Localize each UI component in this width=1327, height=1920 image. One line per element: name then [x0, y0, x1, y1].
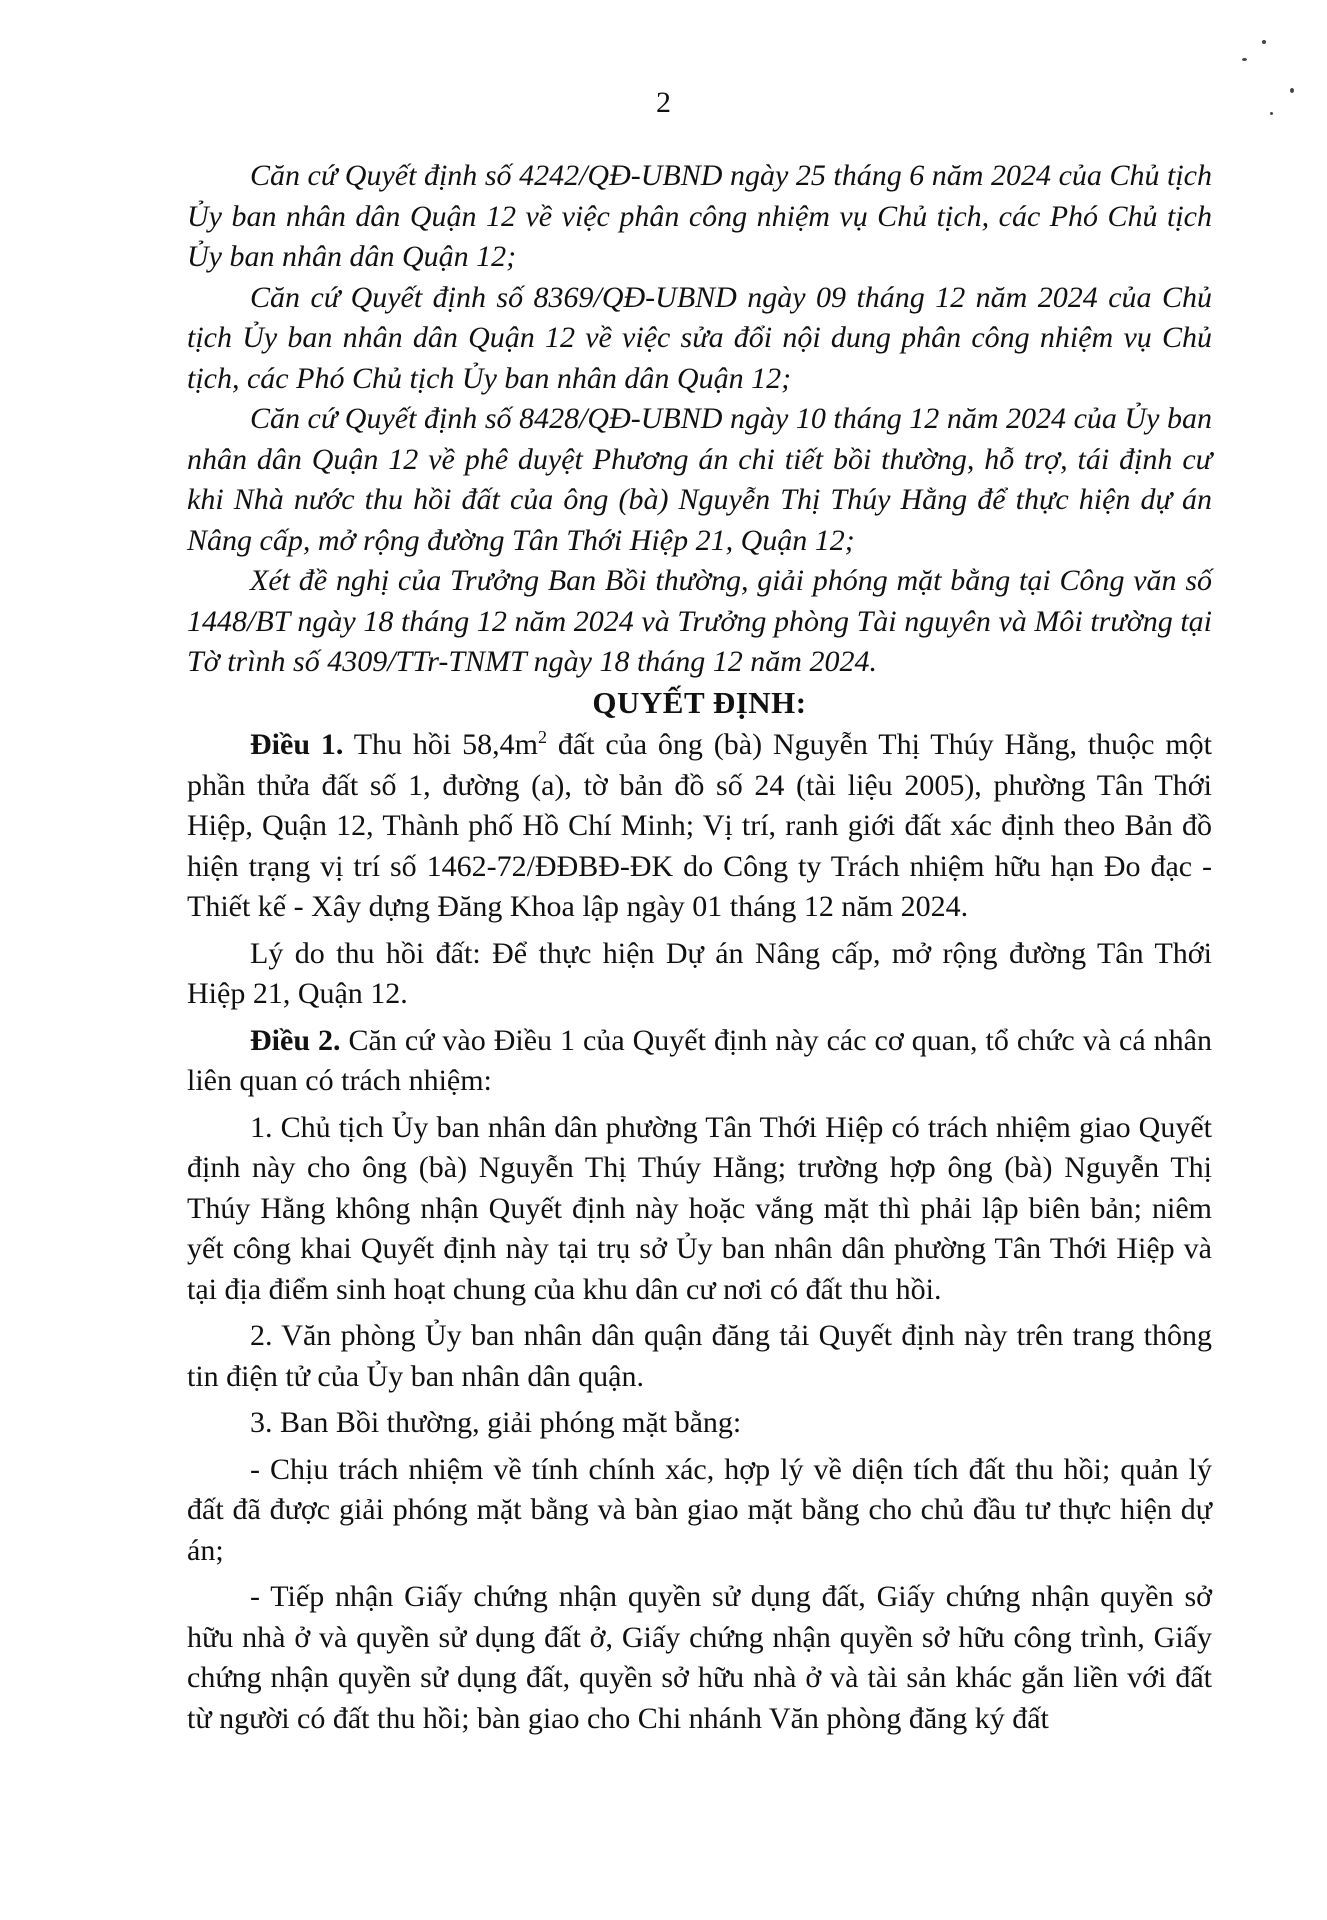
article-1-label: Điều 1.	[250, 728, 344, 761]
article-2-text: Căn cứ vào Điều 1 của Quyết định này các cơ quan, tổ chức và cá nhân liên quan có trách nhiệm:	[187, 1023, 1212, 1097]
decision-title: QUYẾT ĐỊNH:	[592, 684, 807, 720]
area-unit-superscript: 2	[537, 727, 547, 747]
article-1	[187, 725, 1212, 928]
basis-paragraph: Xét đề nghị của Trưởng Ban Bồi thường, giải phóng mặt bằng tại Công văn số 1448/BT ngày 18 tháng 12 năm 2024 và Trưởng phòng Tài nguyên và Môi trường tại Tờ trình số 4309/TTr-TNMT ngày 18 tháng 12 năm 2024.	[187, 564, 1212, 678]
legal-basis-section	[187, 156, 1212, 683]
articles-section	[187, 725, 1212, 1739]
article-2-item: 2. Văn phòng Ủy ban nhân dân quận đăng tải Quyết định này trên trang thông tin điện tử của Ủy ban nhân dân quận.	[187, 1319, 1212, 1393]
page-number: 2	[656, 86, 671, 119]
article-2-item: 1. Chủ tịch Ủy ban nhân dân phường Tân Thới Hiệp có trách nhiệm giao Quyết định này cho ông (bà) Nguyễn Thị Thúy Hằng; trường hợp ông (bà) Nguyễn Thị Thúy Hằng không nhận Quyết định này hoặc vắng mặt thì phải lập biên bản; niêm yết công khai Quyết định này tại trụ sở Ủy ban nhân dân phường Tân Thới Hiệp và tại địa điểm sinh hoạt chung của khu dân cư nơi có đất thu hồi.	[187, 1110, 1212, 1306]
reason-paragraph: Lý do thu hồi đất: Để thực hiện Dự án Nâng cấp, mở rộng đường Tân Thới Hiệp 21, Quận 12.	[187, 936, 1212, 1010]
scan-speck	[1262, 40, 1266, 44]
basis-paragraph: Căn cứ Quyết định số 4242/QĐ-UBND ngày 25 tháng 6 năm 2024 của Chủ tịch Ủy ban nhân dân Quận 12 về việc phân công nhiệm vụ Chủ tịch, các Phó Chủ tịch Ủy ban nhân dân Quận 12;	[187, 159, 1212, 273]
article-2-item: 3. Ban Bồi thường, giải phóng mặt bằng:	[250, 1406, 742, 1439]
article-2-label: Điều 2.	[250, 1023, 341, 1057]
basis-paragraph: Căn cứ Quyết định số 8428/QĐ-UBND ngày 10 tháng 12 năm 2024 của Ủy ban nhân dân Quận 12 về phê duyệt Phương án chi tiết bồi thường, hỗ trợ, tái định cư khi Nhà nước thu hồi đất của ông (bà) Nguyễn Thị Thúy Hằng để thực hiện dự án Nâng cấp, mở rộng đường Tân Thới Hiệp 21, Quận 12;	[187, 402, 1212, 557]
scan-speck	[1242, 58, 1247, 61]
article-2	[187, 1021, 1212, 1102]
article-2-subitem: - Chịu trách nhiệm về tính chính xác, hợp lý về diện tích đất thu hồi; quản lý đất đã được giải phóng mặt bằng và bàn giao mặt bằng cho chủ đầu tư thực hiện dự án;	[187, 1452, 1212, 1567]
document-body	[187, 156, 1212, 1739]
article-1-text-a: Thu hồi 58,4m	[343, 728, 538, 761]
article-2-subitem: - Tiếp nhận Giấy chứng nhận quyền sử dụng đất, Giấy chứng nhận quyền sở hữu nhà ở và quyền sử dụng đất ở, Giấy chứng nhận quyền sở hữu công trình, Giấy chứng nhận quyền sử dụng đất, quyền sở hữu nhà ở và tài sản khác gắn liền với đất từ người có đất thu hồi; bàn giao cho Chi nhánh Văn phòng đăng ký đất	[187, 1580, 1212, 1735]
basis-paragraph: Căn cứ Quyết định số 8369/QĐ-UBND ngày 09 tháng 12 năm 2024 của Chủ tịch Ủy ban nhân dân Quận 12 về việc sửa đổi nội dung phân công nhiệm vụ Chủ tịch, các Phó Chủ tịch Ủy ban nhân dân Quận 12;	[187, 280, 1212, 395]
article-1-text-b: đất của ông (bà) Nguyễn Thị Thúy Hằng, thuộc một phần thửa đất số 1, đường (a), tờ bản đồ số 24 (tài liệu 2005), phường Tân Thới Hiệp, Quận 12, Thành phố Hồ Chí Minh; Vị trí, ranh giới đất xác định theo Bản đồ hiện trạng vị trí số 1462-72/ĐĐBĐ-ĐK do Công ty Trách nhiệm hữu hạn Đo đạc - Thiết kế - Xây dựng Đăng Khoa lập ngày 01 tháng 12 năm 2024.	[187, 728, 1213, 923]
